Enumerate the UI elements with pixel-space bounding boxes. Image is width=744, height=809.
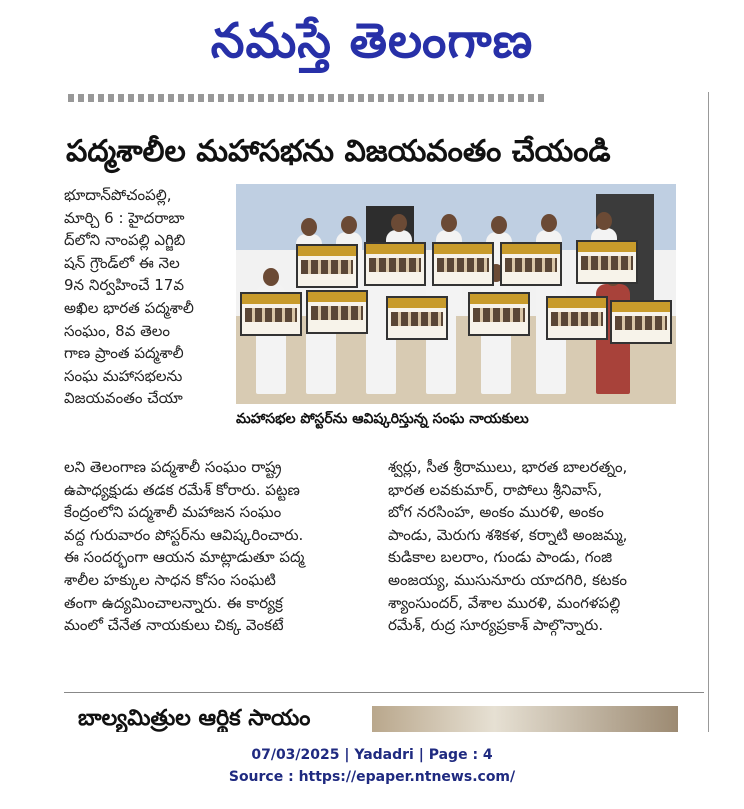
text-line: శ్యాంసుందర్, వేశాల మురళి, మంగళపల్లి <box>388 593 621 612</box>
photo-poster <box>546 296 608 340</box>
article-column-left <box>64 184 234 410</box>
text-line: కుడికాల బలరాం, గుండు పాండు, గంజి <box>388 548 613 567</box>
text-line: గాణ ప్రాంత పద్మశాలీ <box>64 344 184 363</box>
text-line: కేంద్రంలోని పద్మశాలీ మహాజన సంఘం <box>64 503 282 522</box>
text-line: ద్‌లోని నాంపల్లి ఎగ్జిబి <box>64 231 186 250</box>
column-divider <box>708 92 709 732</box>
photo-poster <box>296 244 358 288</box>
text-line: మార్చి 6 : హైదరాబా <box>64 208 185 227</box>
text-line: 9న నిర్వహించే 17వ <box>64 276 184 295</box>
cropped-text-strip <box>68 94 548 102</box>
newspaper-masthead: నమస్తే తెలంగాణ <box>210 13 534 69</box>
text-line: ఉపాధ్యక్షుడు తడక రమేశ్ కోరారు. పట్టణ <box>64 480 300 499</box>
footer-meta: 07/03/2025 | Yadadri | Page : 4 <box>251 747 493 763</box>
text-line: ఈ సందర్భంగా ఆయన మాట్లాడుతూ పద్మ <box>64 548 305 567</box>
article-separator <box>64 692 704 693</box>
text-line: తంగా ఉద్యమించాలన్నారు. ఈ కార్యక్ర <box>64 593 283 612</box>
adjacent-column-fragment <box>735 180 744 720</box>
photo-poster <box>432 242 494 286</box>
photo-poster <box>240 292 302 336</box>
article-column-middle <box>64 456 386 637</box>
article-headline: పద్మశాలీల మహాసభను విజయవంతం చేయండి <box>66 134 611 169</box>
text-line: అఖిల భారత పద్మశాలీ <box>64 298 194 317</box>
text-line: సంఘం, 8వ తెలం <box>64 321 171 340</box>
text-line: లని తెలంగాణ పద్మశాలీ సంఘం రాష్ట్ర <box>64 458 282 476</box>
news-clipping <box>58 92 738 732</box>
photo-poster <box>576 240 638 284</box>
next-article-photo <box>372 706 678 732</box>
photo-poster <box>306 290 368 334</box>
footer-source: Source : https://epaper.ntnews.com/ <box>228 769 516 785</box>
text-line: సంఘ మహాసభలను <box>64 366 183 385</box>
photo-poster <box>364 242 426 286</box>
photo-poster <box>386 296 448 340</box>
text-line: అంజయ్య, ముసునూరు యాదగిరి, కటకం <box>388 570 628 589</box>
text-line: భూదాన్‌పోచంపల్లి, <box>64 186 172 204</box>
photo-poster <box>500 242 562 286</box>
text-line: విజయవంతం చేయా <box>64 389 183 408</box>
text-line: రమేశ్, రుద్ర సూర్యప్రకాశ్ పాల్గొన్నారు. <box>388 616 604 635</box>
page-footer <box>0 744 744 788</box>
photo-caption: మహాసభల పోస్టర్‌ను ఆవిష్కరిస్తున్న సంఘ నాయకులు <box>236 411 529 427</box>
article-column-right <box>388 456 706 637</box>
text-line: బోగ నరసింహ, అంకం మురళి, అంకం <box>388 503 604 522</box>
text-line: వద్ద గురువారం పోస్టర్‌ను ఆవిష్కరించారు. <box>64 525 304 544</box>
text-line: శ్వర్లు, సీత శ్రీరాములు, భారత బాలరత్నం, <box>388 458 628 476</box>
photo-poster <box>468 292 530 336</box>
text-line: పాండు, మెరుగు శశికళ, కర్నాటి అంజమ్మ, <box>388 525 628 544</box>
next-article-headline: బాల్యమిత్రుల ఆర్థిక సాయం <box>78 706 311 731</box>
text-line: శాలీల హక్కుల సాధన కోసం సంఘటి <box>64 570 276 589</box>
text-line: భారత లవకుమార్, రాపోలు శ్రీనివాస్, <box>388 480 603 499</box>
text-line: షన్ గ్రౌండ్‌లో ఈ నెల <box>64 253 180 272</box>
article-photo <box>236 184 676 404</box>
photo-poster <box>610 300 672 344</box>
text-line: మంలో చేనేత నాయకులు చిక్క వెంకటే <box>64 616 284 635</box>
